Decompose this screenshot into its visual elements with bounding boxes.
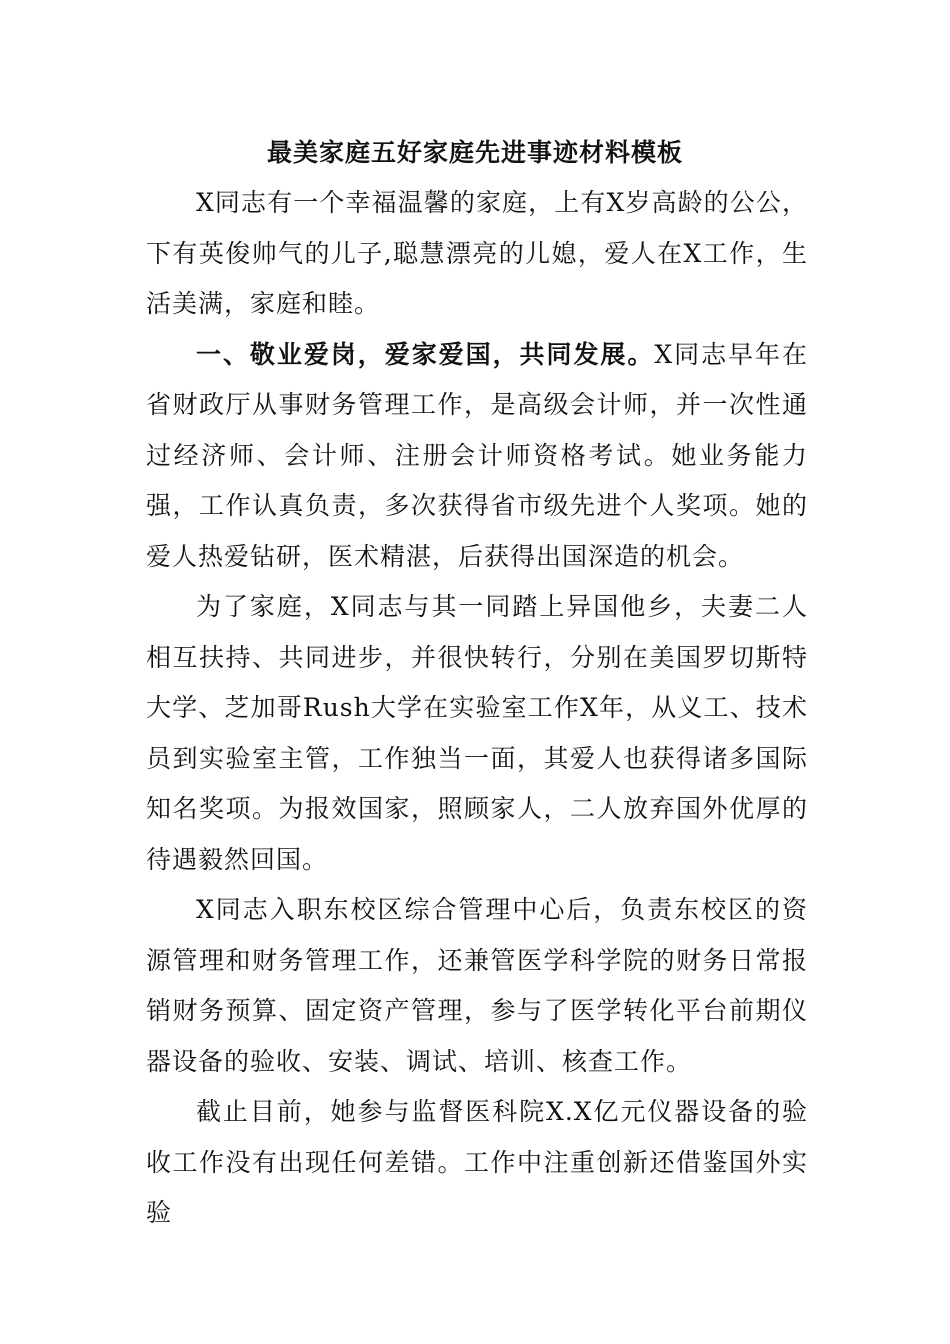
paragraph-text: X同志早年在省财政厅从事财务管理工作，是高级会计师，并一次性通过经济师、会计师、注册会计师资格考试。她业务能力强，工作认真负责，多次获得省市级先进个人奖项。她的爱人热爱钻研，医术精湛，后获得出国深造的机会。 (146, 339, 808, 571)
paragraph-1 (146, 178, 808, 330)
paragraph-lead: 一、敬业爱岗，爱家爱国，共同发展。 (196, 339, 655, 369)
paragraph-5 (146, 1087, 808, 1239)
document-title: 最美家庭五好家庭先进事迹材料模板 (266, 138, 683, 167)
paragraph-text: X同志有一个幸福温馨的家庭，上有X岁高龄的公公，下有英俊帅气的儿子,聪慧漂亮的儿媳，爱人在X工作，生活美满，家庭和睦。 (146, 188, 808, 318)
document-body (146, 178, 808, 1239)
paragraph-text: 截止目前，她参与监督医科院X.X亿元仪器设备的验收工作没有出现任何差错。工作中注重创新还借鉴国外实验 (146, 1097, 808, 1227)
paragraph-4 (146, 885, 808, 1087)
paragraph-2 (146, 330, 808, 583)
paragraph-3 (146, 582, 808, 885)
paragraph-text: 为了家庭，X同志与其一同踏上异国他乡，夫妻二人相互扶持、共同进步，并很快转行，分别在美国罗切斯特大学、芝加哥Rush大学在实验室工作X年，从义工、技术员到实验室主管，工作独当一面，其爱人也获得诸多国际知名奖项。为报效国家，照顾家人，二人放弃国外优厚的待遇毅然回国。 (146, 592, 808, 874)
paragraph-text: X同志入职东校区综合管理中心后，负责东校区的资源管理和财务管理工作，还兼管医学科学院的财务日常报销财务预算、固定资产管理，参与了医学转化平台前期仪器设备的验收、安装、调试、培训、核查工作。 (146, 895, 808, 1076)
